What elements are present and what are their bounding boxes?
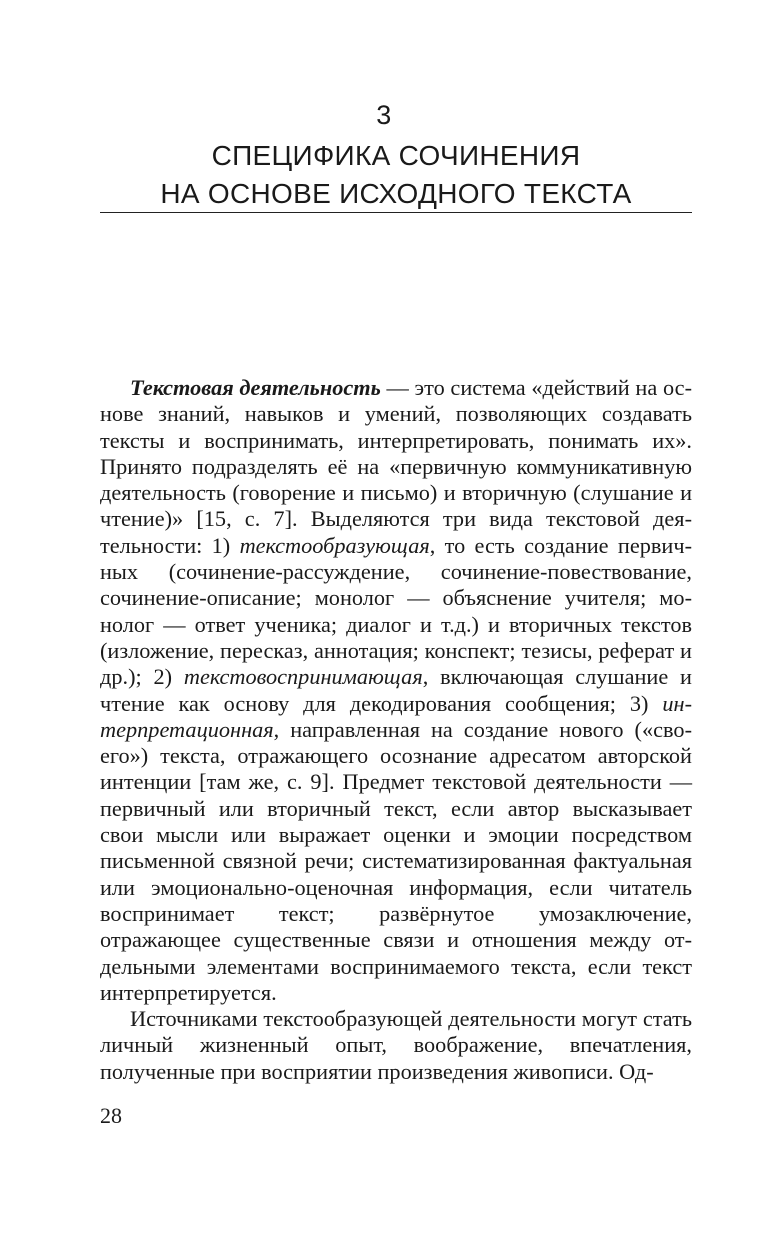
- paragraph-2: Источниками текстообразующей деятельности могут стать личный жизненный опыт, воображение, впечатления, полученные при восприятии произведения живописи. Од-: [100, 1006, 692, 1084]
- chapter-number: 3: [376, 100, 392, 130]
- chapter-title-line-2: НА ОСНОВЕ ИСХОДНОГО ТЕКСТА: [160, 178, 632, 209]
- page-number: 28: [100, 1103, 122, 1128]
- paragraph-1-part-2: , то есть создание первичных (сочинение-рассуждение, сочинение-повествование, сочинение-описание; монолог — объяснение учителя; монолог — ответ ученика; диалог и т.д.) и вторичных текстов (изложение, пересказ, аннотация; конспект; тезисы, реферат и др.); 2): [100, 532, 692, 690]
- paragraph-1: [100, 375, 692, 1006]
- term-text-perceiving: текстовоспринимающая: [183, 664, 423, 690]
- paragraph-1-part-3: , включающая слушание и чтение как основу для декодирования сообщения; 3): [100, 664, 692, 716]
- term-text-activity: Текстовая деятельность: [130, 375, 381, 400]
- chapter-title: [100, 137, 692, 213]
- chapter-title-line-1: СПЕЦИФИКА СОЧИНЕНИЯ: [211, 140, 581, 171]
- paragraph-1-part-4: , направленная на создание нового («своего») текста, отражающего осознание адресатом авторской интенции [там же, с. 9]. Предмет текстовой деятельности — первичный или вторичный текст, если автор высказывает свои мысли или выражает оценки и эмоции посредством письменной связной речи; систематизированная фактуальная или эмоционально-оценочная информация, если читатель воспринимает текст; развёрнутое умозаключение, отражающее существенные связи и отношения между отдельными элементами воспринимаемого текста, если текст интерпретируется.: [100, 716, 692, 1005]
- term-interpretative: интерпретационная: [100, 690, 692, 742]
- body-text: [100, 375, 692, 1085]
- title-underline: [100, 212, 692, 213]
- term-text-forming: текстообразующая: [239, 532, 430, 558]
- paragraph-1-part-1: — это система «действий на основе знаний, навыков и умений, позволяющих создавать тексты и воспринимать, интерпретировать, понимать их». Принято подразделять её на «первичную коммуникативную деятельность (говорение и письмо) и вторичную (слушание и чтение)» [15, с. 7]. Выделяются три вида текстовой деятельности: 1): [100, 375, 692, 558]
